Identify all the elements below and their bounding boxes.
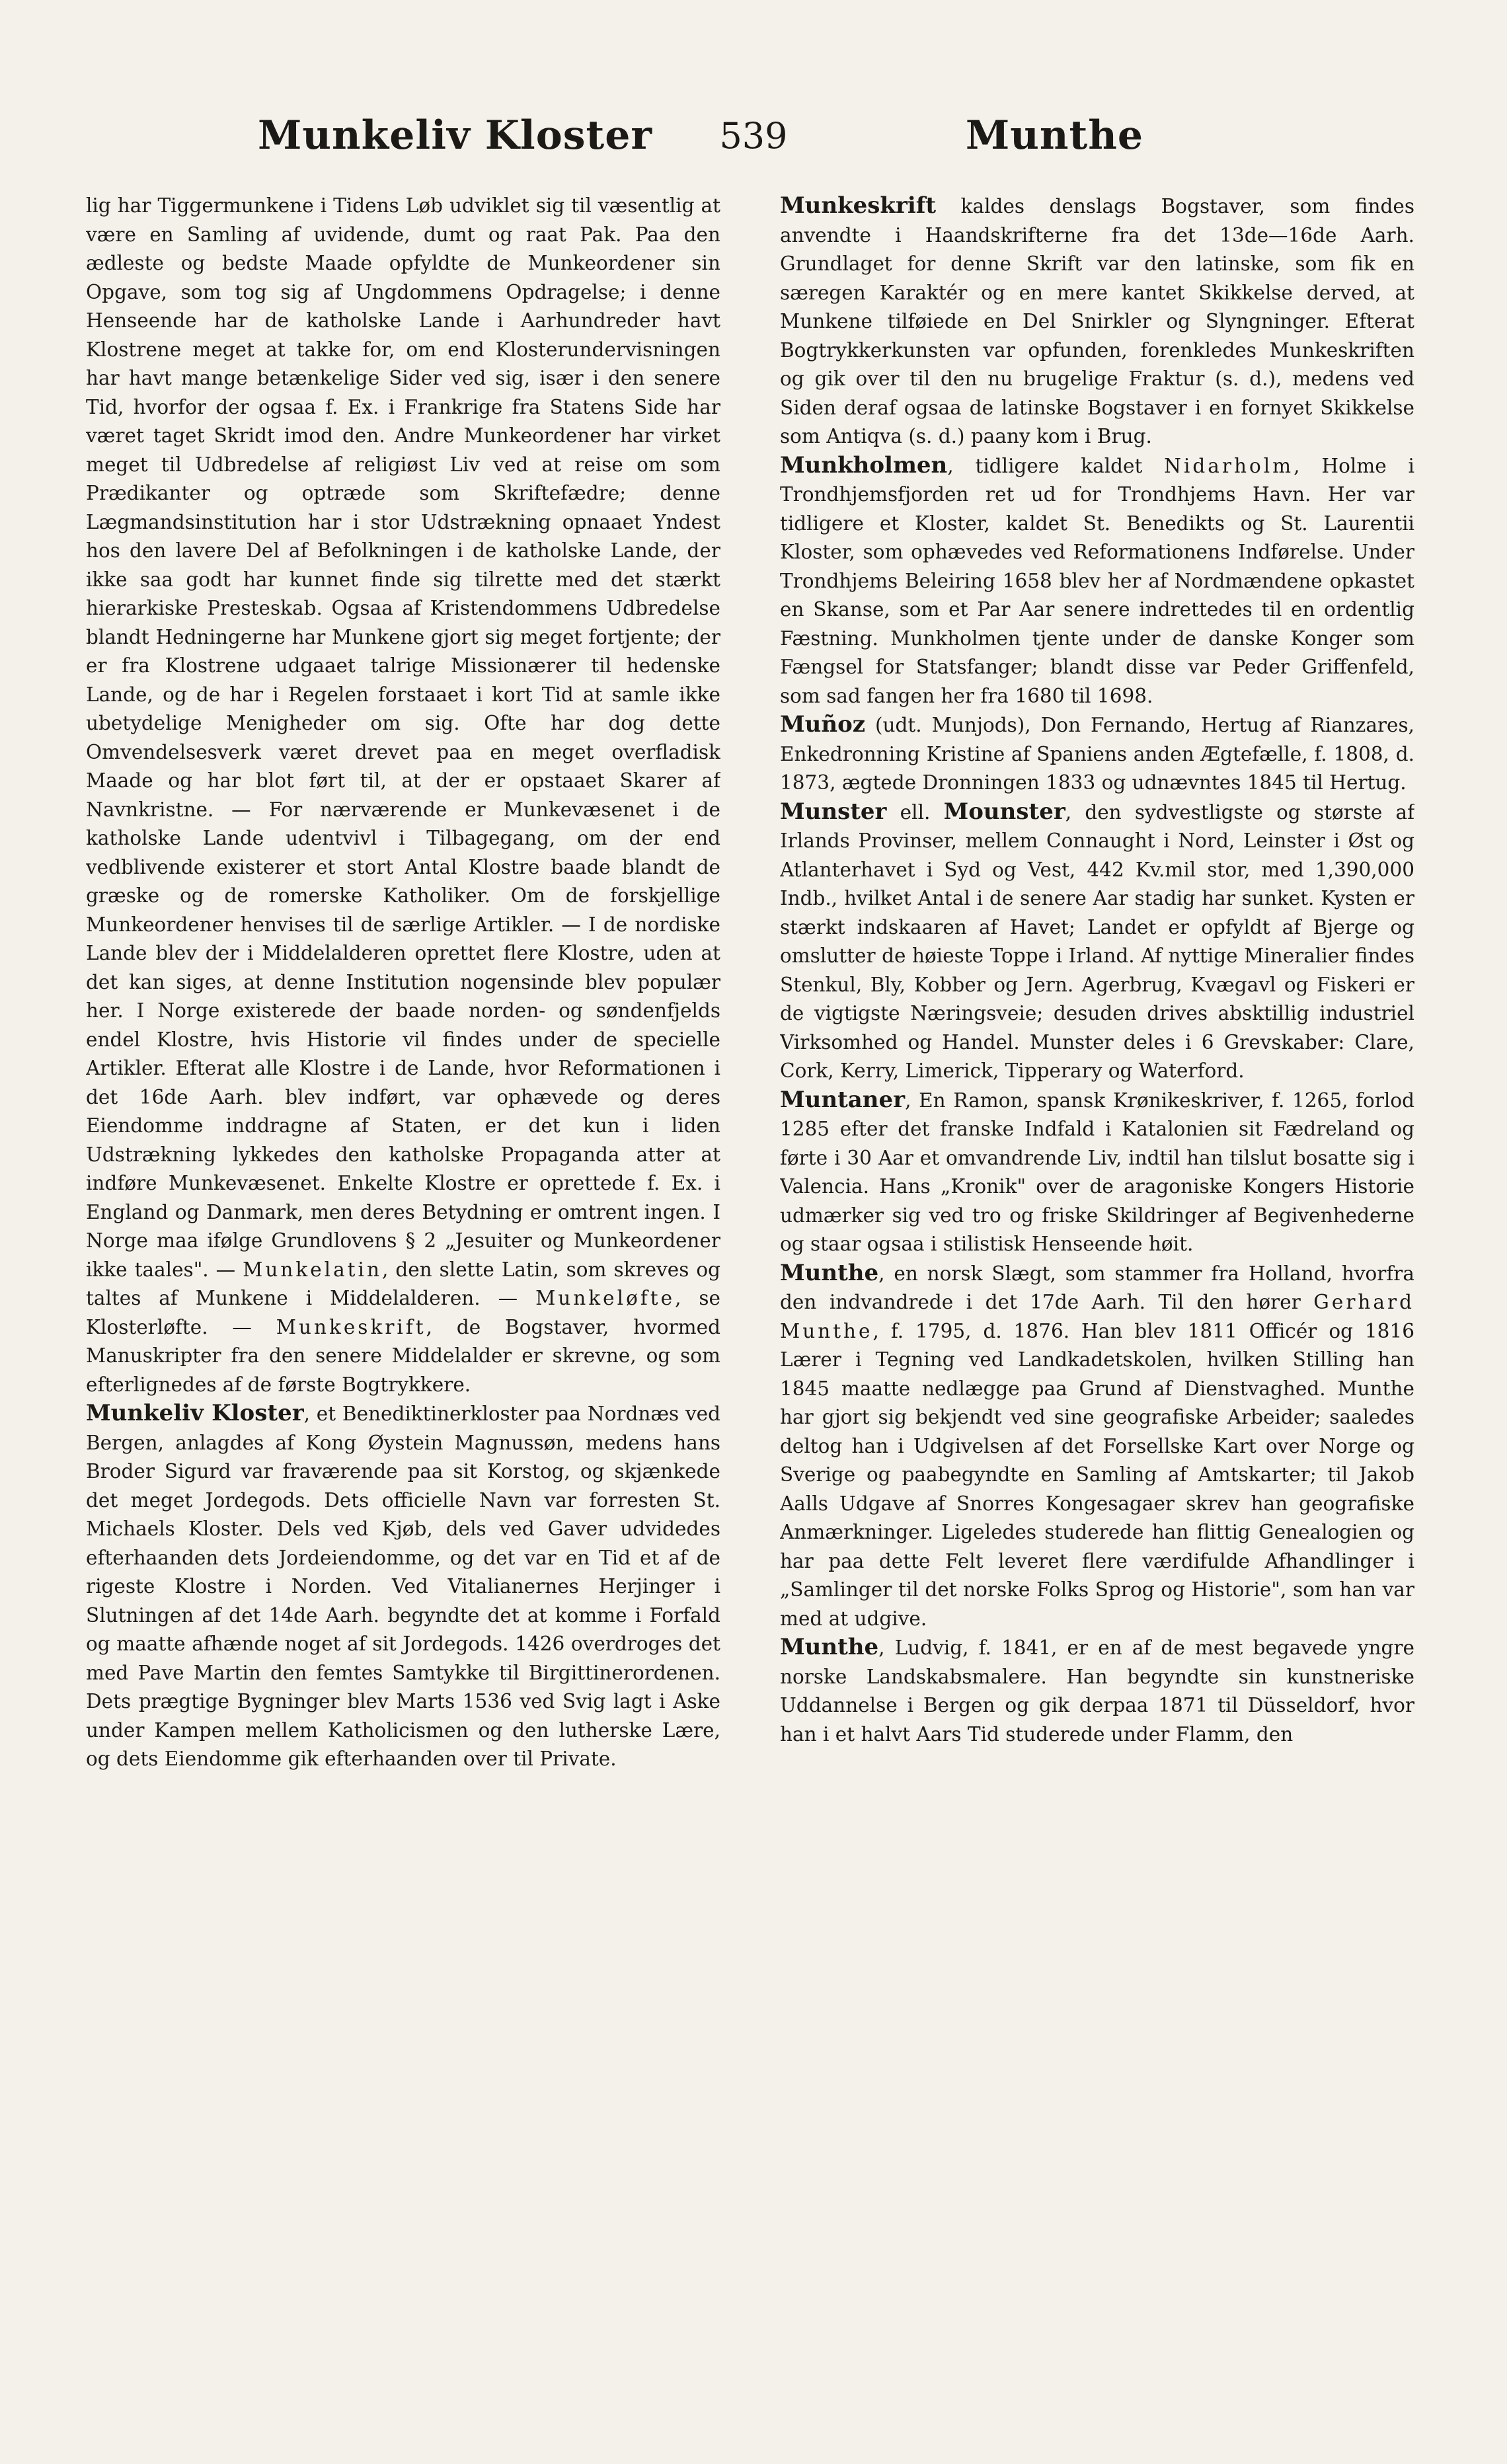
entry-body: , f. 1795, d. 1876. Han blev 1811 Officér og 1816 Lærer i Tegning ved Landkadetskolen, hvilken Stilling han 1845 maatte nedlægge paa Grund af Dienstvaghed. Munthe har gjort sig bekjendt ved sine geografiske Arbeider; saaledes deltog han i Udgivelsen af det Forsellske Kart over Norge og Sverige og paabegyndte en Samling af Amtskarter; til Jakob Aalls Udgave af Snorres Kongesagaer skrev han geografiske Anmærkninger. Ligeledes studerede han flittig Genealogien og har paa dette Felt leveret flere værdifulde Afhandlinger i „Samlinger til det norske Folks Sprog og Historie", som han var med at udgive. [780,1319,1414,1630]
munkeloefte-text: , se Klosterløfte. — [86,1287,720,1338]
entry-body: , En Ramon, spansk Krønikeskriver, f. 1265, forlod 1285 efter det franske Indfald i Katalonien sit Fædreland og førte i 30 Aar et omvandrende Liv, indtil han tilslut bosatte sig i Valencia. Hans „Kronik" over de aragoniske Kongers Historie udmærker sig ved tro og friske Skildringer af Begivenhederne og staar ogsaa i stilistisk Henseende høit. [780,1089,1414,1255]
entry-body: , Holme i Trondhjemsfjorden ret ud for Trondhjems Havn. Her var tidligere et Kloster, kaldet St. Benedikts og St. Laurentii Kloster, som ophævedes ved Reformationens Indførelse. Under Trondhjems Beleiring 1658 blev her af Nordmændene opkastet en Skanse, som et Par Aar senere indrettedes til en ordentlig Fæstning. Munkholmen tjente under de danske Konger som Fængsel for Statsfanger; blandt disse var Peder Griffenfeld, som sad fangen her fra 1680 til 1698. [780,454,1414,707]
entry-title: Muñoz [780,711,866,738]
person-name: Gerhard Munthe [780,1291,1414,1342]
running-head-right: Munthe [965,112,1143,159]
entry-body: ell. [886,800,944,824]
intro-text: lig har Tiggermunkene i Tidens Løb udviklet sig til væsentlig at være en Samling af uvidende, dumt og raat Pak. Paa den ædleste og bedste Maade opfyldte de Munkeordener sin Opgave, som tog sig af Ungdommens Opdragelse; i denne Henseende har de katholske Lande i Aarhundreder havt Klostrene meget at takke for, om end Klosterundervisningen har havt mange betænkelige Sider ved sig, især i den senere Tid, hvorfor der ogsaa f. Ex. i Frankrige fra Statens Side har været taget Skridt imod den. Andre Munkeordener har virket meget til Udbredelse af religiøst Liv ved at reise om som Prædikanter og optræde som Skriftefædre; denne Lægmandsinstitution har i stor Udstrækning opnaaet Yndest hos den lavere Del af Befolkningen i de katholske Lande, der ikke saa godt har kunnet finde sig tilrette med det stærkt hierarkiske Presteskab. Ogsaa af Kristendommens Udbredelse blandt Hedningerne har Munkene gjort sig meget fortjente; der er fra Klostrene udgaaet talrige Missionærer til hedenske Lande, og de har i Regelen forstaaet i kort Tid at samle ikke ubetydelige Menigheder om sig. Ofte har dog dette Omvendelsesverk været drevet paa en meget overfladisk Maade og har blot ført til, at der er opstaaet Skarer af Navnkristne. — For nærværende er Munkevæsenet i de katholske Lande udentvivl i Tilbagegang, om der end vedblivende existerer et stort Antal Klostre baade blandt de græske og de romerske Katholiker. Om de forskjellige Munkeordener henvises til de særlige Artikler. — I de nordiske Lande blev der i Middelalderen oprettet flere Klostre, uden at det kan siges, at denne Institution nogensinde blev populær her. I Norge existerede der baade norden- og søndenfjelds endel Klostre, hvis Historie vil findes under de specielle Artikler. Efterat alle Klostre i de Lande, hvor Reformationen i det 16de Aarh. blev indført, var ophævede og deres Eiendomme inddragne af Staten, er det kun i liden Udstrækning lykkedes den katholske Propaganda atter at indføre Munkevæsenet. Enkelte Klostre er oprettede f. Ex. i England og Danmark, men deres Betydning er omtrent ingen. I Norge maa ifølge Grundlovens § 2 „Jesuiter og Munkeordener ikke taales". — [86,194,720,1281]
running-head-left: Munkeliv Kloster [258,112,652,159]
entry-muntaner [780,1086,1414,1259]
page-number: 539 [719,115,788,157]
munkelatin-term: Munkelatin [243,1258,382,1281]
entry-munkeskrift [780,192,1414,451]
page-header [86,112,1421,185]
entry-body: , et Benediktinerkloster paa Nordnæs ved Bergen, anlagdes af Kong Øystein Magnussøn, medens hans Broder Sigurd var fraværende paa sit Korstog, og skjænkede det meget Jordegods. Dets officielle Navn var forresten St. Michaels Kloster. Dels ved Kjøb, dels ved Gaver udvidedes efterhaanden dets Jordeiendomme, og det var en Tid et af de rigeste Klostre i Norden. Ved Vitalianernes Herjinger i Slutningen af det 14de Aarh. begyndte det at komme i Forfald og maatte afhænde noget af sit Jordegods. 1426 overdroges det med Pave Martin den femtes Samtykke til Birgittinerordenen. Dets prægtige Bygninger blev Marts 1536 ved Svig lagt i Aske under Kampen mellem Katholicismen og den lutherske Lære, og dets Eiendomme gik efterhaanden over til Private. [86,1403,720,1770]
alt-name: Nidarholm [1164,454,1294,477]
entry-munkeliv-kloster [86,1399,720,1774]
entry-title: Muntaner [780,1086,906,1113]
entry-munster [780,798,1414,1086]
entry-munthe-ludvig [780,1633,1414,1749]
munkeskrift-term: Munkeskrift [276,1315,426,1338]
entry-munthe-family [780,1259,1414,1634]
entry-body: (udt. Munjods), Don Fernando, Hertug af Rianzares, Enkedronning Kristine af Spaniens anden Ægtefælle, f. 1808, d. 1873, ægtede Dronningen 1833 og udnævntes 1845 til Hertug. [780,714,1414,794]
munkeskrift-ref-text: , de Bogstaver, hvormed Manuskripter fra den senere Middelalder er skrevne, og som efterlignedes af de første Bogtrykkere. [86,1315,720,1396]
entry-title: Munthe [780,1259,879,1286]
right-column [780,192,1414,2393]
left-column [86,192,720,2393]
entry-body: , en norsk Slægt, som stammer fra Holland, hvorfra den indvandrede i det 17de Aarh. Til den hører [780,1262,1414,1313]
monastic-orders-text [86,192,720,1399]
munkelatin-text: , den slette Latin, som skreves og taltes af Munkene i Middelalderen. — [86,1258,720,1309]
entry-title: Munster [780,798,887,825]
entry-title: Munkholmen [780,451,948,479]
entry-body: , Ludvig, f. 1841, er en af de mest begavede yngre norske Landskabsmalere. Han begyndte sin kunstneriske Uddannelse i Bergen og gik derpaa 1871 til Düsseldorf, hvor han i et halvt Aars Tid studerede under Flamm, den [780,1636,1414,1746]
entry-munkholmen [780,451,1414,711]
munkeloefte-term: Munkeløfte [535,1287,676,1309]
entry-title: Munthe [780,1634,879,1660]
entry-munoz [780,711,1414,798]
entry-body: kaldes denslags Bogstaver, som findes anvendte i Haandskrifterne fra det 13de—16de Aarh. Grundlaget for denne Skrift var den latinske, som fik en særegen Karaktér og en mere kantet Skikkelse derved, at Munkene tilføiede en Del Snirkler og Slyngninger. Efterat Bogtrykkerkunsten var opfunden, forenkledes Munkeskriften og gik over til den nu brugelige Fraktur (s. d.), medens ved Siden deraf ogsaa de latinske Bogstaver i en fornyet Skikkelse som Antiqva (s. d.) paany kom i Brug. [780,195,1414,447]
alt-title: Mounster [943,798,1065,825]
entry-title: Munkeliv Kloster [86,1400,304,1426]
entry-title: Munkeskrift [780,192,937,219]
entry-body: , tidligere kaldet [947,454,1165,477]
entry-body: , den sydvestligste og største af Irlands Provinser, mellem Connaught i Nord, Leinster i Øst og Atlanterhavet i Syd og Vest, 442 Kv.mil stor, med 1,390,000 Indb., hvilket Antal i de senere Aar stadig har sunket. Kysten er stærkt indskaaren af Havet; Landet er opfyldt af Bjerge og omslutter de høieste Toppe i Irland. Af nyttige Mineralier findes Stenkul, Bly, Kobber og Jern. Agerbrug, Kvægavl og Fiskeri er de vigtigste Næringsveie; desuden drives absktillig industriel Virksomhed og Handel. Munster deles i 6 Grevskaber: Clare, Cork, Kerry, Limerick, Tipperary og Waterford. [780,800,1414,1082]
